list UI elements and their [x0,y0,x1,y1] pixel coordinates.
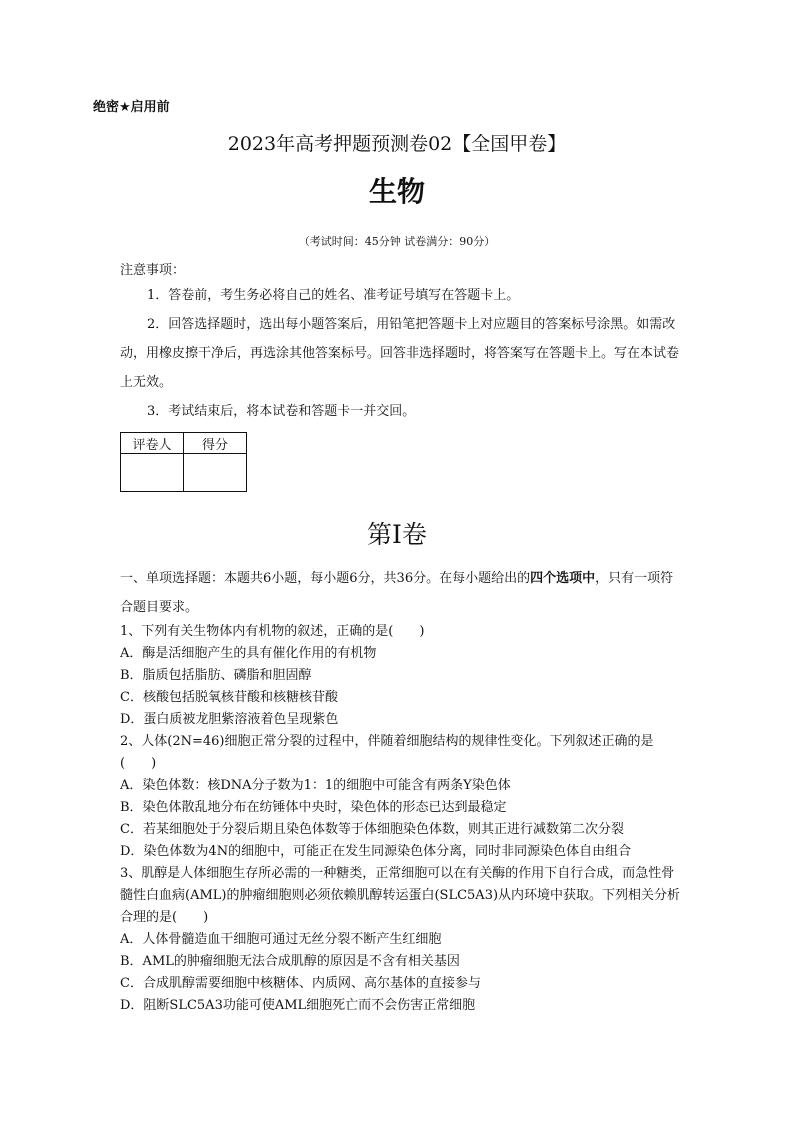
option-a: A．人体骨髓造血干细胞可通过无丝分裂不断产生红细胞 [120,932,442,947]
option-d: D．染色体数为4N的细胞中，可能正在发生同源染色体分离，同时非同源染色体自由组合 [120,844,632,859]
section-rest: ，只有一项符合题目要求。 [120,571,674,615]
note-item-2: 2．回答选择题时，选出每小题答案后，用铅笔把答题卡上对应题目的答案标号涂黑。如需改动，用橡皮擦干净后，再选涂其他答案标号。回答非选择题时，将答案写在答题卡上。写在本试卷上无效。 [120,317,680,390]
exam-info: （考试时间：45分钟 试卷满分：90分） [298,235,496,248]
option-c: C．合成肌醇需要细胞中核糖体、内质网、高尔基体的直接参与 [120,976,481,991]
option-c: C．若某细胞处于分裂后期且染色体数等于体细胞染色体数，则其正进行减数第二次分裂 [120,822,624,837]
option-b: B．染色体散乱地分布在纺锤体中央时，染色体的形态已达到最稳定 [120,800,507,815]
option-c: C．核酸包括脱氧核苷酸和核糖核苷酸 [120,690,338,705]
question-2 [120,731,685,863]
option-b: B．脂质包括脂肪、磷脂和胆固醇 [120,668,312,683]
option-d: D．蛋白质被龙胆紫溶液着色呈现紫色 [120,712,339,727]
question-stem: 2、人体(2N=46)细胞正常分裂的过程中，伴随着细胞结构的规律性变化。下列叙述正确的是( ) [120,734,654,771]
score-header: 得分 [184,433,247,454]
question-stem: 3、肌醇是人体细胞生存所必需的一种糖类，正常细胞可以在有关酶的作用下自行合成，而急性骨髓性白血病(AML)的肿瘤细胞则必须依赖肌醇转运蛋白(SLC5A3)从内环境中获取。下列相关分析合理的是( ) [120,866,681,925]
note-item-3: 3．考试结束后，将本试卷和答题卡一并交回。 [147,404,416,419]
question-list [120,621,685,1017]
grader-cell [121,454,184,492]
notes-section [120,261,682,426]
note-item-1: 1．答卷前，考生务必将自己的姓名、准考证号填写在答题卡上。 [147,288,520,303]
option-b: B．AML的肿瘤细胞无法合成肌醇的原因是不含有相关基因 [120,954,460,969]
section-intro: 一、单项选择题：本题共6小题，每小题6分，共36分。在每小题给出的 [120,571,531,586]
paper-title: 2023年高考押题预测卷02【全国甲卷】 [227,133,567,155]
question-3 [120,863,685,1017]
volume-title: 第I卷 [367,520,427,549]
score-cell [184,454,247,492]
grader-table [120,432,247,492]
notes-heading: 注意事项： [120,263,186,278]
option-a: A．酶是活细胞产生的具有催化作用的有机物 [120,646,377,661]
section-emphasis: 四个选项中 [530,571,596,586]
confidential-mark: 绝密★启用前 [93,100,170,115]
option-a: A．染色体数：核DNA分子数为1：1的细胞中可能含有两条Y染色体 [120,778,511,793]
question-1 [120,621,685,731]
grader-header: 评卷人 [121,433,184,454]
subject-title: 生物 [368,175,425,208]
section-instructions [120,564,680,622]
question-stem: 1、下列有关生物体内有机物的叙述，正确的是( ) [120,624,425,639]
option-d: D．阻断SLC5A3功能可使AML细胞死亡而不会伤害正常细胞 [120,998,476,1013]
